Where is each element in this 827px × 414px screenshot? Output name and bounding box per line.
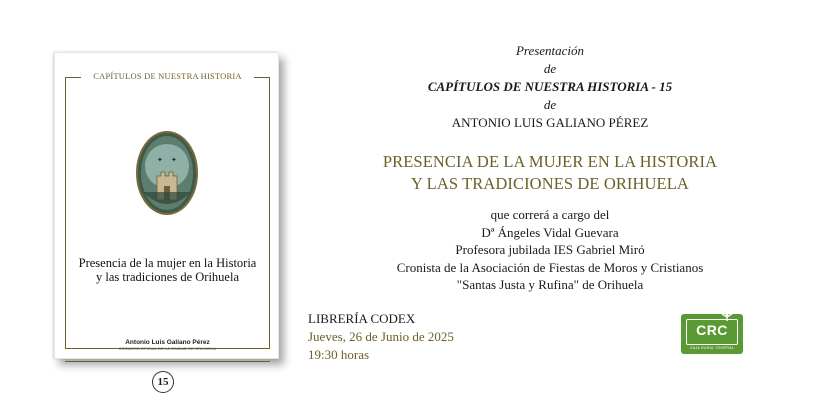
event-date: Jueves, 26 de Junio de 2025 [308, 329, 454, 344]
logo-subtext: CAJA RURAL CENTRAL [689, 346, 735, 350]
headline-line-2: Y LAS TRADICIONES DE ORIHUELA [411, 174, 689, 193]
event-headline [330, 151, 770, 195]
leaf-icon [720, 310, 734, 322]
credit-line: que correrá a cargo del [490, 207, 610, 222]
speaker-name: Dª Ángeles Vidal Guevara [481, 224, 619, 240]
speaker-affiliation: Cronista de la Asociación de Fiestas de Moros y Cristianos [396, 259, 704, 275]
svg-text:✦: ✦ [157, 156, 163, 164]
venue-info [308, 310, 454, 364]
presentation-label: Presentación [515, 43, 585, 58]
book-author-role: CRONISTA OFICIAL DE LA CIUDAD DE ORIHUELA [118, 347, 217, 351]
speaker-credit [330, 206, 770, 294]
speaker-affiliation-2: "Santas Justa y Rufina" de Orihuela [456, 277, 644, 292]
venue-name: LIBRERÍA CODEX [308, 311, 416, 326]
book-title: Presencia de la mujer en la Historia y las tradiciones de Orihuela [78, 256, 257, 284]
book-author: Antonio Luis Galiano Pérez [125, 339, 210, 346]
author-name: ANTONIO LUIS GALIANO PÉREZ [451, 115, 649, 130]
city-emblem-icon [135, 130, 199, 216]
preposition-de-1: de [543, 61, 557, 76]
book-series-title: CAPÍTULOS DE NUESTRA HISTORIA [93, 71, 242, 81]
speaker-role: Profesora jubilada IES Gabriel Miró [455, 242, 645, 257]
book-divider [65, 361, 270, 362]
sponsor-logo [681, 314, 743, 354]
book-cover [54, 52, 279, 388]
event-time: 19:30 horas [308, 347, 370, 362]
headline-line-1: PRESENCIA DE LA MUJER EN LA HISTORIA [382, 152, 718, 171]
logo-text: CRC [696, 322, 728, 338]
svg-text:✦: ✦ [171, 156, 177, 164]
book-volume-number: 15 [152, 371, 174, 393]
preposition-de-2: de [543, 97, 557, 112]
series-title: CAPÍTULOS DE NUESTRA HISTORIA - 15 [427, 79, 673, 94]
